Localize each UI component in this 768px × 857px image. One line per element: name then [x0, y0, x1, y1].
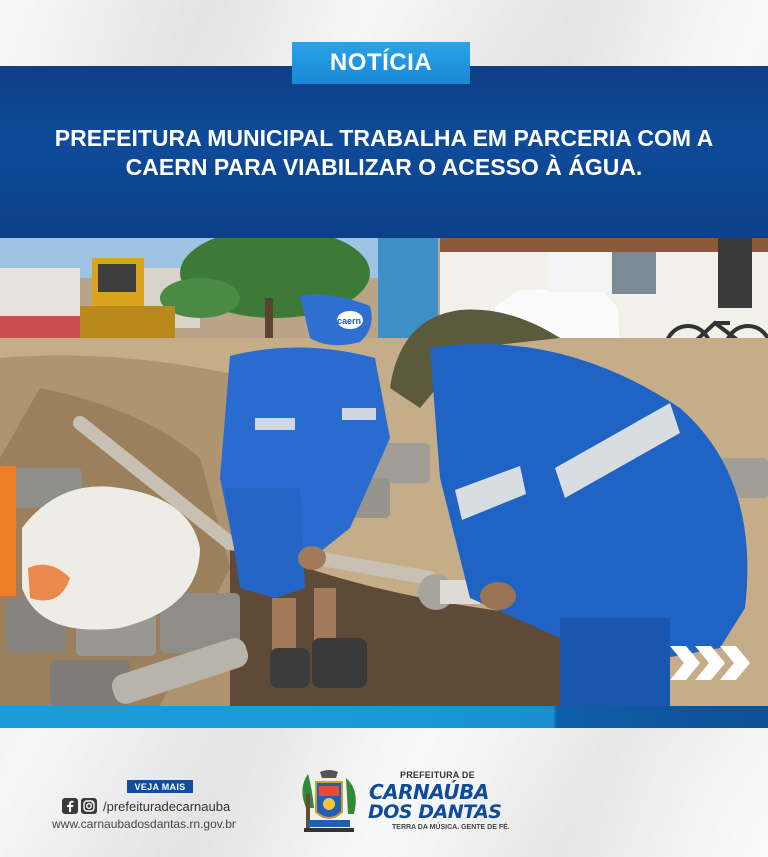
headline-line-2: CAERN PARA VIABILIZAR O ACESSO À ÁGUA.	[125, 154, 643, 180]
social-row	[62, 797, 230, 815]
photo-illustration	[0, 238, 768, 706]
instagram-icon[interactable]	[81, 798, 97, 814]
news-headline	[10, 124, 758, 182]
website-link[interactable]: www.carnaubadosdantas.rn.gov.br	[52, 817, 236, 831]
facebook-icon[interactable]	[62, 798, 78, 814]
news-photo	[0, 238, 768, 706]
accent-bar	[0, 706, 768, 728]
veja-mais-label: VEJA MAIS	[127, 780, 193, 793]
logo-name-line2: DOS DANTAS	[368, 801, 502, 823]
social-handle[interactable]: /prefeituradecarnauba	[103, 798, 231, 814]
noticia-badge: NOTÍCIA	[292, 42, 470, 84]
logo-tagline: TERRA DA MÚSICA. GENTE DE FÉ.	[392, 824, 510, 831]
next-arrows-icon[interactable]	[668, 644, 752, 682]
logo-name-line1: CARNAÚBA	[369, 780, 489, 804]
caern-cap-logo: caern	[337, 316, 362, 326]
municipal-crest-icon	[294, 768, 364, 836]
logo-prefix: PREFEITURA DE	[400, 770, 475, 780]
headline-line-1: PREFEITURA MUNICIPAL TRABALHA EM PARCERIA COM A	[54, 125, 714, 151]
